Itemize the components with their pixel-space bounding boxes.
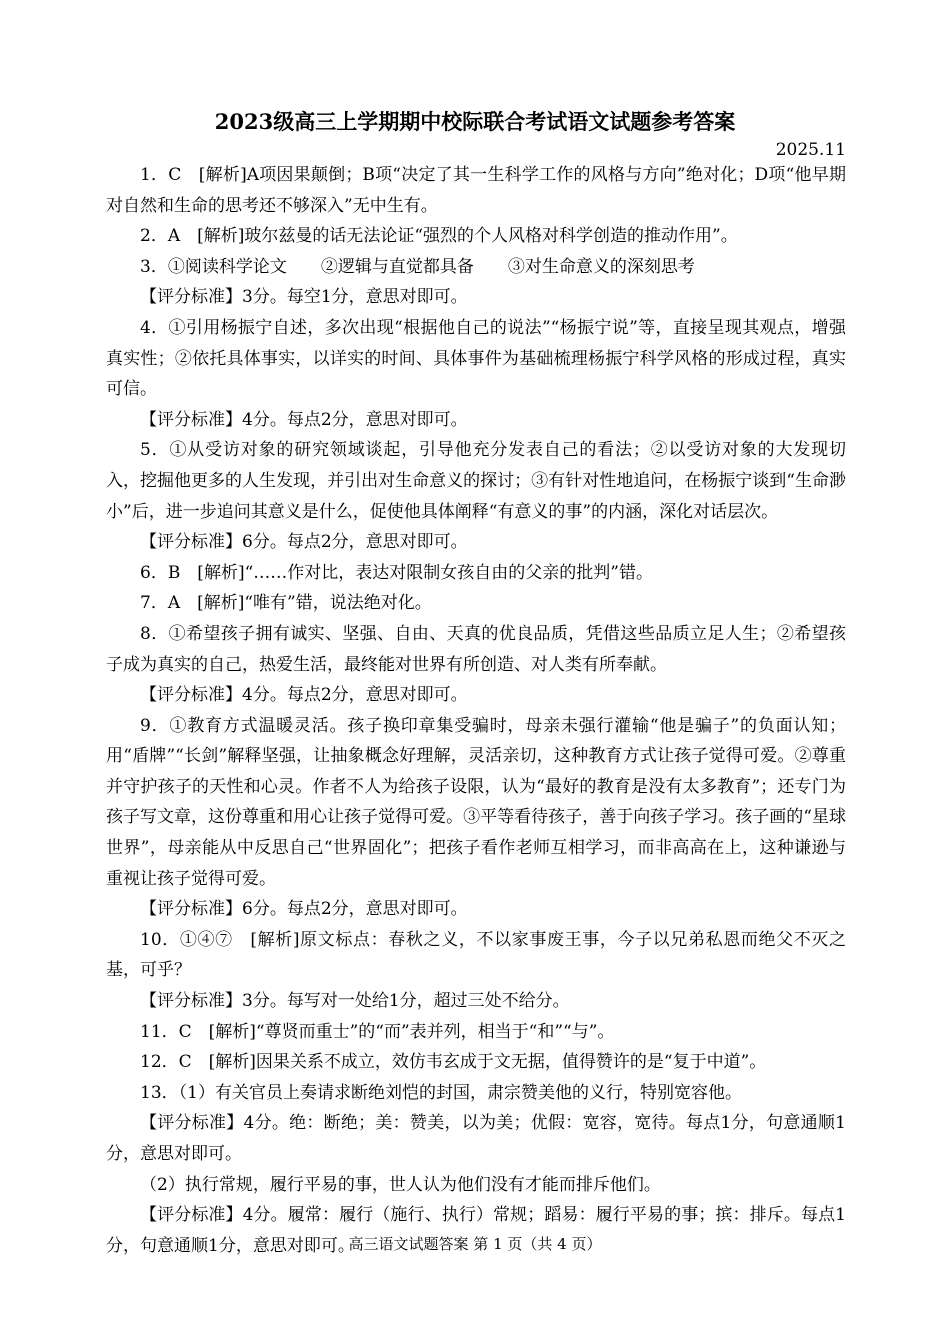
answer-list xyxy=(106,160,846,1261)
answer-line: 7．A [解析]“唯有”错，说法绝对化。 xyxy=(140,593,432,614)
answer-line: 2．A [解析]玻尔兹曼的话无法论证“强烈的个人风格对科学创造的推动作用”。 xyxy=(140,226,738,247)
answer-line: 10．①④⑦ [解析]原文标点：春秋之义，不以家事废王事，今子以兄弟私恩而绝父不灭之基，可乎？ xyxy=(106,929,846,981)
answer-line: 13．（1）有关官员上奏请求断绝刘恺的封国，肃宗赞美他的义行，特别宽容他。 xyxy=(140,1082,742,1103)
scoring-line: （2）执行常规，履行平易的事，世人认为他们没有才能而排斥他们。 xyxy=(140,1174,661,1195)
answer-line: 3．①阅读科学论文 ②逻辑与直觉都具备 ③对生命意义的深刻思考 xyxy=(140,256,695,277)
document-date: 2025.11 xyxy=(775,140,846,160)
scoring-line: 【评分标准】3分。每空1分，意思对即可。 xyxy=(140,287,468,308)
scoring-line: 【评分标准】6分。每点2分，意思对即可。 xyxy=(140,899,468,920)
answer-line: 9．①教育方式温暖灵活。孩子换印章集受骗时，母亲未强行灌输“他是骗子”的负面认知；用“盾牌”“长剑”解释坚强，让抽象概念好理解，灵活亲切，这种教育方式让孩子觉得可爱。②尊重并守护孩子的天性和心灵。作者不人为给孩子设限，认为“最好的教育是没有太多教育”；还专门为孩子写文章，这份尊重和用心让孩子觉得可爱。③平等看待孩子，善于向孩子学习。孩子画的“星球世界”，母亲能从中反思自己“世界固化”；把孩子看作老师互相学习，而非高高在上，这种谦逊与重视让孩子觉得可爱。 xyxy=(106,715,846,889)
scoring-line: 【评分标准】3分。每写对一处给1分，超过三处不给分。 xyxy=(140,991,570,1012)
page-title: 2023级高三上学期期中校际联合考试语文试题参考答案 xyxy=(214,109,736,134)
answer-line: 【评分标准】4分。履常：履行（施行、执行）常规；蹈易：履行平易的事；摈：排斥。每点1分，句意通顺1分，意思对即可。 xyxy=(106,1205,846,1256)
scoring-line: 【评分标准】6分。每点2分，意思对即可。 xyxy=(140,532,468,553)
answer-line: 11．C [解析]“尊贤而重士”的“而”表并列，相当于“和”“与”。 xyxy=(140,1021,615,1042)
page-footer: 高三语文试题答案 第 1 页（共 4 页） xyxy=(348,1235,602,1253)
answer-line: 5．①从受访对象的研究领域谈起，引导他充分发表自己的看法；②以受访对象的大发现切入，挖掘他更多的人生发现，并引出对生命意义的探讨；③有针对性地追问，在杨振宁谈到“生命渺小”后，进一步追问其意义是什么，促使他具体阐释“有意义的事”的内涵，深化对话层次。 xyxy=(106,440,846,522)
answer-line: 【评分标准】4分。绝：断绝；美：赞美，以为美；优假：宽容，宽待。每点1分，句意通顺1分，意思对即可。 xyxy=(106,1113,846,1164)
answer-line: 1．C [解析]A项因果颠倒；B项“决定了其一生科学工作的风格与方向”绝对化；D项“他早期对自然和生命的思考还不够深入”无中生有。 xyxy=(106,165,846,216)
answer-line: 6．B [解析]“……作对比，表达对限制女孩自由的父亲的批判”错。 xyxy=(140,562,653,583)
scoring-line: 【评分标准】4分。每点2分，意思对即可。 xyxy=(140,409,468,430)
scoring-line: 【评分标准】4分。每点2分，意思对即可。 xyxy=(140,685,468,706)
answer-line: 8．①希望孩子拥有诚实、坚强、自由、天真的优良品质，凭借这些品质立足人生；②希望孩子成为真实的自己，热爱生活，最终能对世界有所创造、对人类有所奉献。 xyxy=(106,623,846,675)
answer-line: 12．C [解析]因果关系不成立，效仿韦玄成于文无据，值得赞许的是“复于中道”。 xyxy=(140,1052,767,1073)
answer-line: 4．①引用杨振宁自述，多次出现“根据他自己的说法”“杨振宁说”等，直接呈现其观点，增强真实性；②依托具体事实，以详实的时间、具体事件为基础梳理杨振宁科学风格的形成过程，真实可信。 xyxy=(106,317,846,400)
